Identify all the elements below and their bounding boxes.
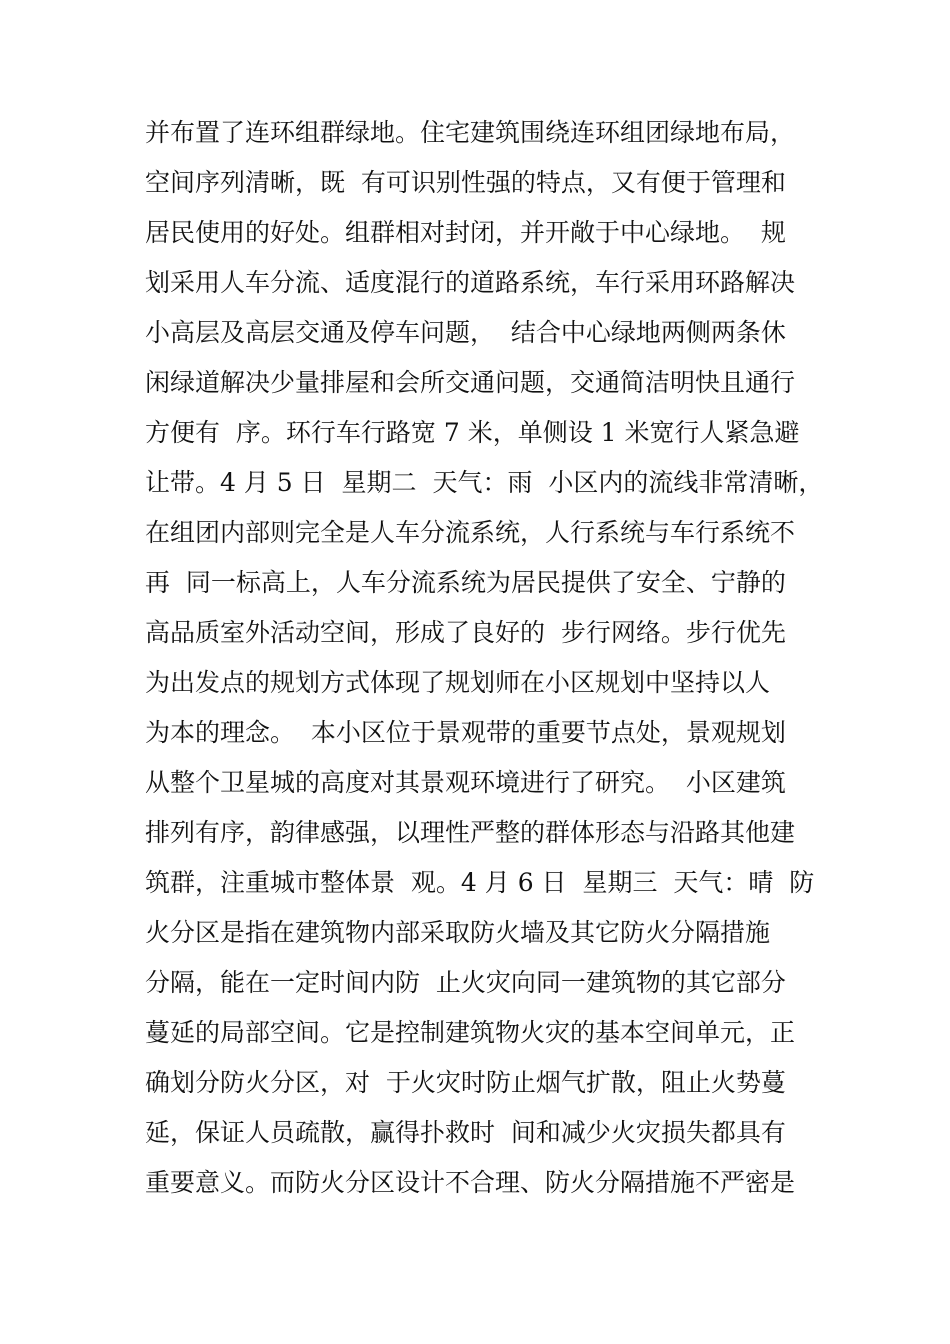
text-line: 筑群，注重城市整体景 观。4 月 6 日 星期三 天气：晴 防: [145, 868, 815, 897]
text-line: 高品质室外活动空间，形成了良好的 步行网络。步行优先: [145, 618, 786, 647]
text-line: 为出发点的规划方式体现了规划师在小区规划中坚持以人: [145, 668, 771, 697]
text-line: 划采用人车分流、适度混行的道路系统，车行采用环路解决: [145, 268, 796, 297]
text-line: 火分区是指在建筑物内部采取防火墙及其它防火分隔措施: [145, 918, 771, 947]
text-line: 确划分防火分区，对 于火灾时防止烟气扩散，阻止火势蔓: [145, 1068, 786, 1097]
text-line: 从整个卫星城的高度对其景观环境进行了研究。 小区建筑: [145, 768, 786, 797]
body-text: [145, 108, 825, 1208]
text-line: 重要意义。而防火分区设计不合理、防火分隔措施不严密是: [145, 1168, 796, 1197]
text-line: 在组团内部则完全是人车分流系统，人行系统与车行系统不: [145, 518, 796, 547]
text-line: 让带。4 月 5 日 星期二 天气：雨 小区内的流线非常清晰，: [145, 468, 824, 497]
text-line: 小高层及高层交通及停车问题， 结合中心绿地两侧两条休: [145, 318, 786, 347]
text-line: 延，保证人员疏散，赢得扑救时 间和减少火灾损失都具有: [145, 1118, 786, 1147]
text-line: 为本的理念。 本小区位于景观带的重要节点处，景观规划: [145, 718, 786, 747]
text-line: 蔓延的局部空间。它是控制建筑物火灾的基本空间单元，正: [145, 1018, 796, 1047]
text-line: 方便有 序。环行车行路宽 7 米，单侧设 1 米宽行人紧急避: [145, 418, 800, 447]
text-line: 居民使用的好处。组群相对封闭，并开敞于中心绿地。 规: [145, 218, 786, 247]
text-line: 再 同一标高上，人车分流系统为居民提供了安全、宁静的: [145, 568, 786, 597]
text-line: 空间序列清晰，既 有可识别性强的特点，又有便于管理和: [145, 168, 786, 197]
text-line: 并布置了连环组群绿地。住宅建筑围绕连环组团绿地布局，: [145, 118, 796, 147]
text-line: 分隔，能在一定时间内防 止火灾向同一建筑物的其它部分: [145, 968, 786, 997]
text-line: 排列有序，韵律感强，以理性严整的群体形态与沿路其他建: [145, 818, 796, 847]
text-line: 闲绿道解决少量排屋和会所交通问题，交通简洁明快且通行: [145, 368, 796, 397]
